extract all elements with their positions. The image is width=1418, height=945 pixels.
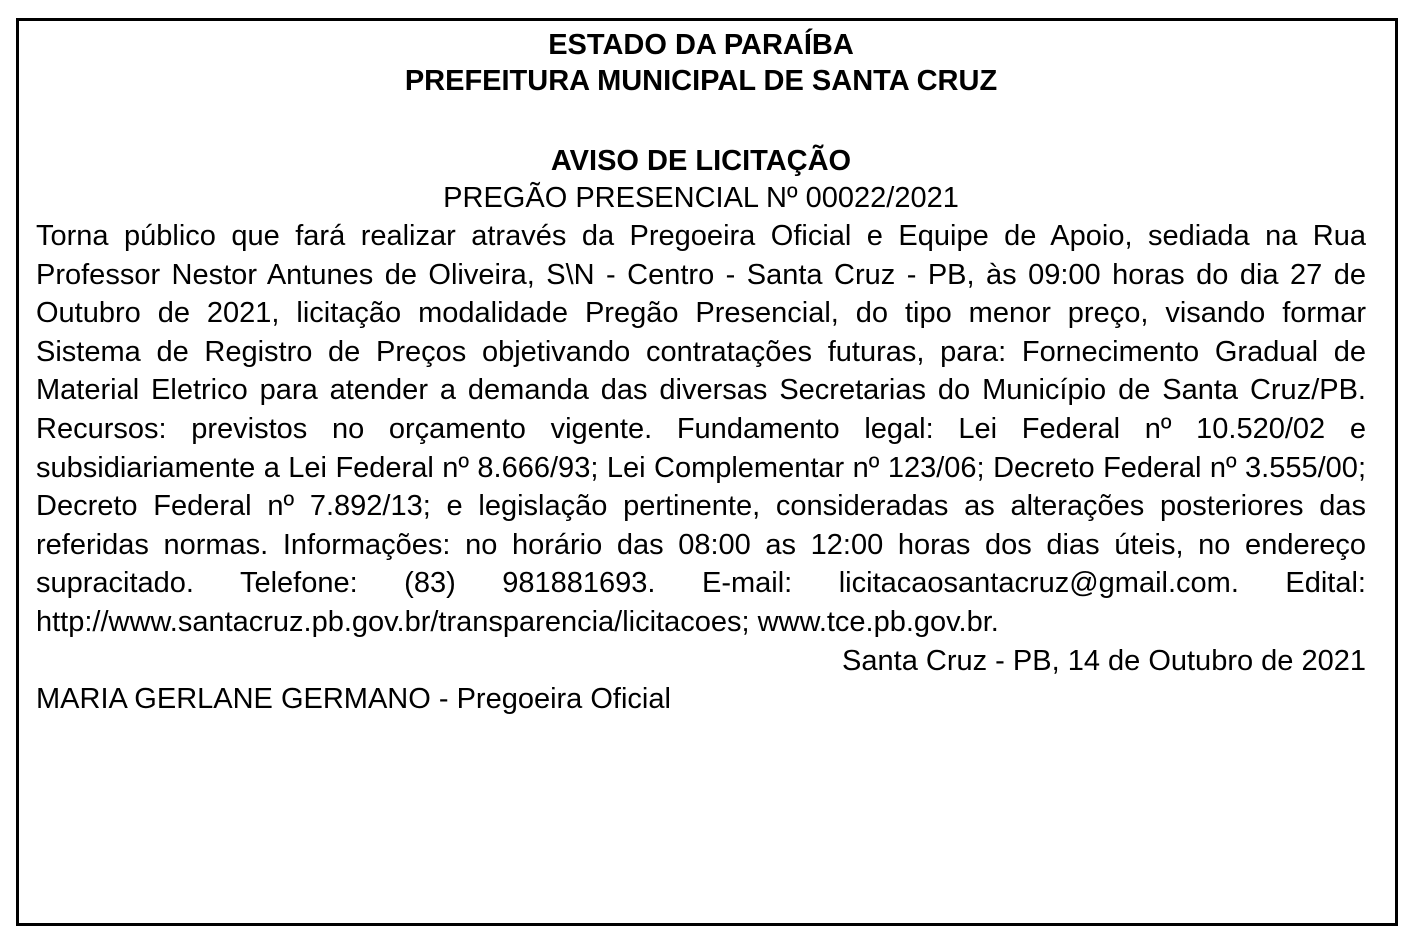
section-spacer bbox=[36, 99, 1366, 143]
municipality-title: PREFEITURA MUNICIPAL DE SANTA CRUZ bbox=[404, 65, 998, 97]
notice-subtitle: PREGÃO PRESENCIAL Nº 00022/2021 bbox=[443, 182, 959, 214]
signature-line: MARIA GERLANE GERMANO - Pregoeira Oficial bbox=[36, 682, 671, 715]
state-title: ESTADO DA PARAÍBA bbox=[548, 29, 854, 61]
place-date: Santa Cruz - PB, 14 de Outubro de 2021 bbox=[842, 644, 1366, 677]
notice-body: Torna público que fará realizar através da Pregoeira Oficial e Equipe de Apoio, sediada na Rua Professor Nestor Antunes de Oliveira, S\N - Centro - Santa Cruz - PB, às 09:00 horas do dia 27 de Outubro de 2021, licitação modalidade Pregão Presencial, do tipo menor preço, visando formar Sistema de Registro de Preços objetivando contratações futuras, para: Fornecimento Gradual de Material Eletrico para atender a demanda das diversas Secretarias do Município de Santa Cruz/PB. Recursos: previstos no orçamento vigente. Fundamento legal: Lei Federal nº 10.520/02 e subsidiariamente a Lei Federal nº 8.666/93; Lei Complementar nº 123/06; Decreto Federal nº 3.555/00; Decreto Federal nº 7.892/13; e legislação pertinente, consideradas as alterações posteriores das referidas normas. Informações: no horário das 08:00 as 12:00 horas dos dias úteis, no endereço supracitado. Telefone: (83) 981881693. E-mail: licitacaosantacruz@gmail.com. Edital: http://www.santacruz.pb.gov.br/transparencia/licitacoes; www.tce.pb.gov.br. bbox=[36, 220, 1366, 638]
notice-content bbox=[36, 27, 1366, 718]
notice-title: AVISO DE LICITAÇÃO bbox=[550, 145, 852, 177]
